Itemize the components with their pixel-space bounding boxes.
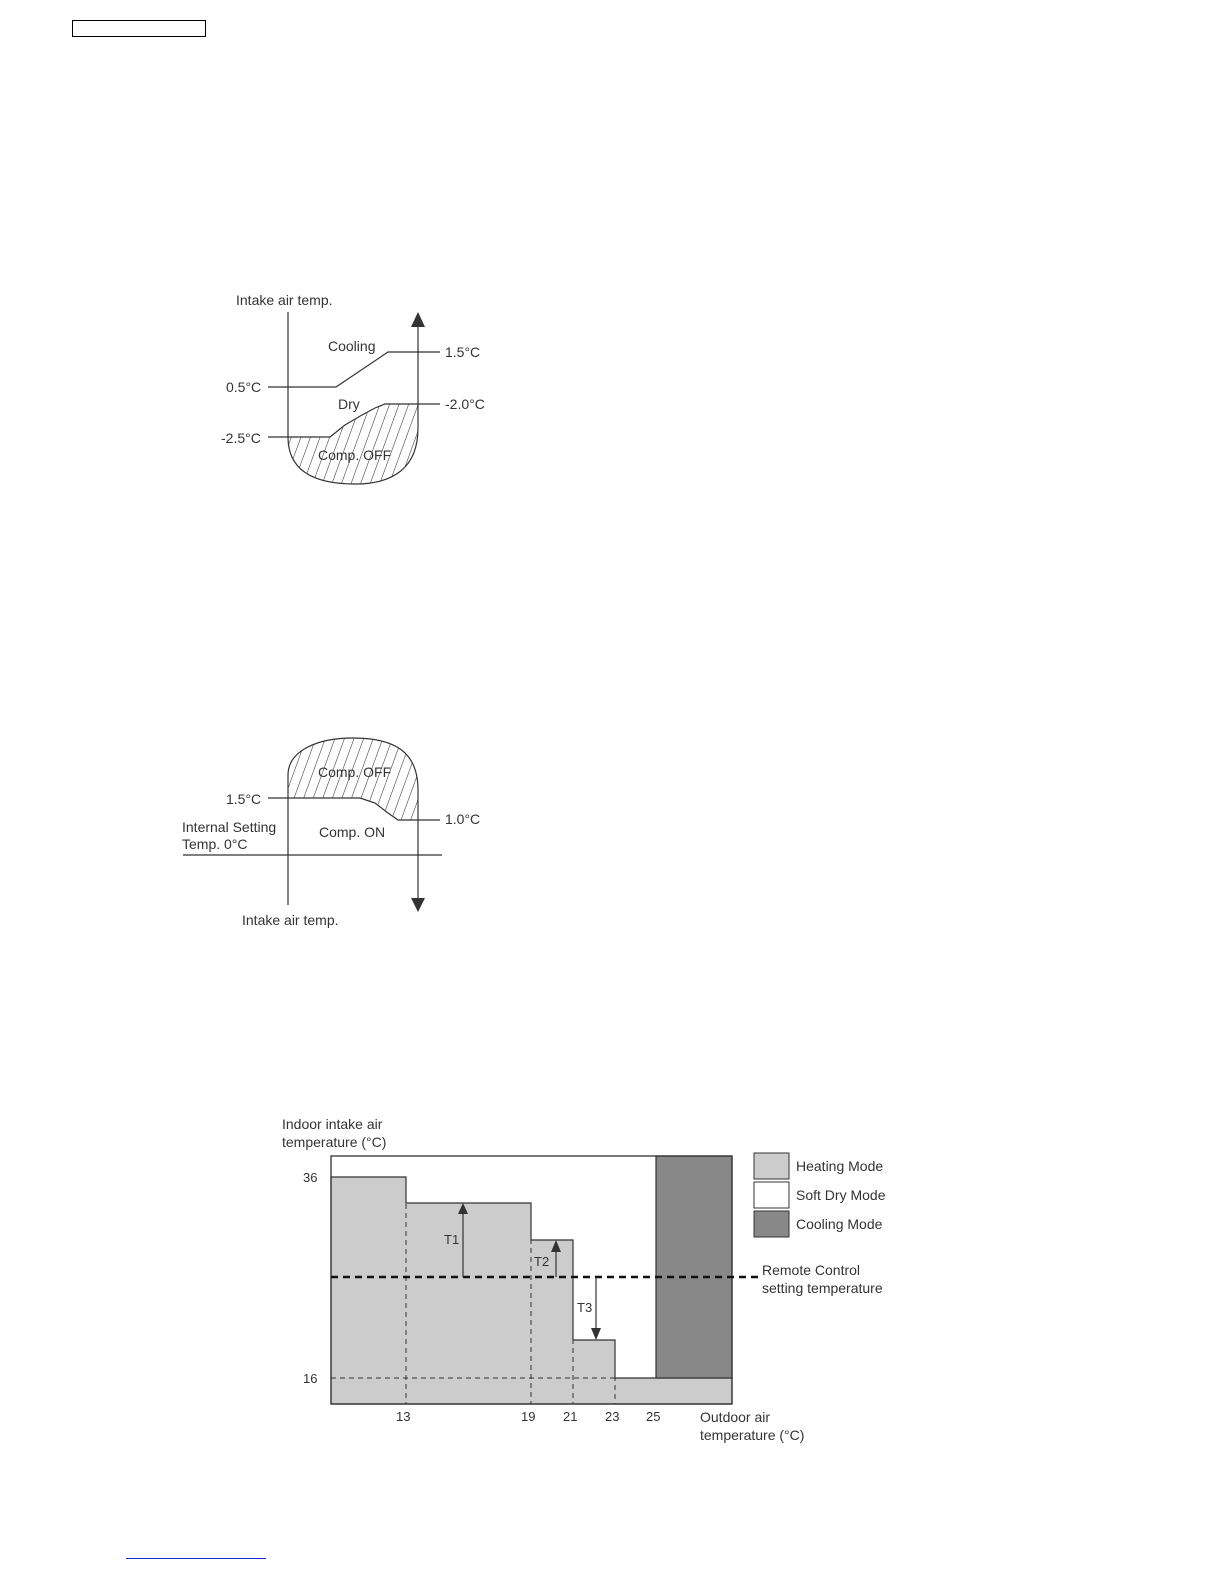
- x-axis-label-line2: temperature (°C): [700, 1427, 805, 1443]
- remote-control-label-line2: setting temperature: [762, 1280, 883, 1296]
- down-arrow-icon: [411, 898, 425, 912]
- x-tick-21: 21: [563, 1409, 578, 1424]
- legend: [754, 1153, 886, 1237]
- cooling-label: Cooling: [328, 338, 376, 354]
- legend-swatch-cooling: [754, 1211, 789, 1237]
- tick-minus-2-5: -2.5°C: [221, 430, 261, 446]
- y-axis-label-line1: Indoor intake air: [282, 1116, 383, 1132]
- remote-control-label-line1: Remote Control: [762, 1262, 861, 1278]
- legend-swatch-soft-dry: [754, 1182, 789, 1208]
- cooling-threshold-line: [268, 352, 440, 387]
- y-axis-label-line2: temperature (°C): [282, 1134, 387, 1150]
- tick-0-5: 0.5°C: [226, 379, 262, 395]
- x-tick-23: 23: [605, 1409, 620, 1424]
- legend-label-soft-dry: Soft Dry Mode: [796, 1187, 886, 1203]
- tick-1-0: 1.0°C: [445, 811, 481, 827]
- t1-label: T1: [444, 1232, 460, 1247]
- t2-label: T2: [534, 1254, 550, 1269]
- legend-label-cooling: Cooling Mode: [796, 1216, 883, 1232]
- comp-off-hatch-region: [288, 404, 418, 484]
- x-tick-25: 25: [646, 1409, 661, 1424]
- comp-off-label: Comp. OFF: [318, 447, 392, 463]
- y-tick-36: 36: [303, 1170, 318, 1185]
- legend-swatch-heating: [754, 1153, 789, 1179]
- internal-setting-temp-label: Temp. 0°C: [182, 836, 248, 852]
- x-tick-13: 13: [396, 1409, 411, 1424]
- t3-label: T3: [577, 1300, 593, 1315]
- comp-on-label: Comp. ON: [319, 824, 386, 840]
- intake-air-temp-label: Intake air temp.: [236, 292, 333, 308]
- cooling-region: [656, 1156, 732, 1378]
- tick-1-5: 1.5°C: [445, 344, 481, 360]
- dry-mode-diagram: [221, 292, 485, 484]
- tick-1-5-b: 1.5°C: [226, 791, 262, 807]
- legend-label-heating: Heating Mode: [796, 1158, 884, 1174]
- comp-control-diagram: [182, 738, 480, 928]
- intake-air-temp-label-2: Intake air temp.: [242, 912, 339, 928]
- dry-label: Dry: [338, 396, 360, 412]
- mode-chart: [282, 1116, 886, 1443]
- x-axis-label-line1: Outdoor air: [700, 1409, 771, 1425]
- y-tick-16: 16: [303, 1371, 318, 1386]
- x-tick-19: 19: [521, 1409, 536, 1424]
- comp-off-label-2: Comp. OFF: [318, 764, 392, 780]
- up-arrow-icon: [411, 312, 425, 327]
- internal-setting-label: Internal Setting: [182, 819, 277, 835]
- tick-minus-2-0: -2.0°C: [445, 396, 485, 412]
